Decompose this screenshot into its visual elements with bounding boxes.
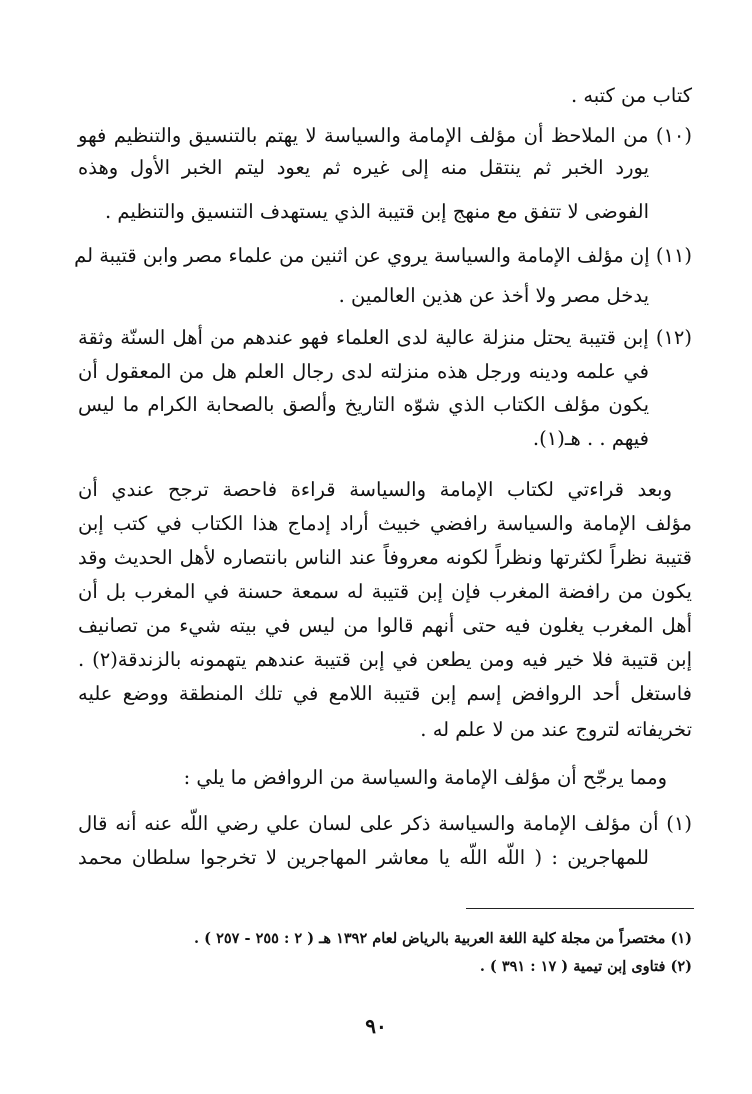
body-line: فيهم . . هـ(١).: [532, 427, 649, 450]
body-line: فاستغل أحد الروافض إسم إبن قتيبة اللامع في تلك المنطقة ووضع عليه: [78, 682, 692, 705]
body-line: أهل المغرب يغلون فيه حتى أنهم قالوا من ليس في بيته شيء من تصانيف: [78, 614, 692, 637]
body-line: في علمه ودينه ورجل هذه منزلته لدى رجال العلم هل من المعقول أن: [78, 360, 649, 383]
body-line: تخريفاته لتروج عند من لا علم له .: [420, 718, 692, 741]
footnote: (٢) فتاوى إبن تيمية ( ١٧ : ٣٩١ ) .: [479, 958, 692, 975]
body-line: يدخل مصر ولا أخذ عن هذين العالمين .: [338, 284, 649, 307]
body-line: (١٢) إبن قتيبة يحتل منزلة عالية لدى العلماء فهو عندهم من أهل السنّة وثقة: [78, 326, 692, 349]
body-line: الفوضى لا تتفق مع منهج إبن قتيبة الذي يستهدف التنسيق والتنظيم .: [105, 200, 649, 223]
body-line: (١) أن مؤلف الإمامة والسياسة ذكر على لسان علي رضي اللّه عنه أنه قال: [78, 812, 692, 835]
body-line: يكون مؤلف الكتاب الذي شوّه التاريخ وألصق بالصحابة الكرام ما ليس: [78, 393, 649, 416]
body-line: إبن قتيبة فلا خير فيه ومن يطعن في إبن قتيبة عندهم يتهمونه بالزندقة(٢) .: [78, 648, 692, 671]
body-line: يورد الخبر ثم ينتقل منه إلى غيره ثم يعود ليتم الخبر الأول وهذه: [78, 156, 649, 179]
footnote-separator: [466, 908, 694, 909]
footnote: (١) مختصراً من مجلة كلية اللغة العربية بالرياض لعام ١٣٩٢ هـ ( ٢ : ٢٥٥ - ٢٥٧ ) .: [194, 930, 692, 947]
body-line: يكون من رافضة المغرب فإن إبن قتيبة له سمعة حسنة في المغرب بل أن: [78, 580, 692, 603]
body-line: للمهاجرين : ( اللّه اللّه يا معاشر المهاجرين لا تخرجوا سلطان محمد: [78, 846, 649, 869]
body-line: مؤلف الإمامة والسياسة رافضي خبيث أراد إدماج هذا الكتاب في كتب إبن: [78, 512, 692, 535]
body-line: (١٠) من الملاحظ أن مؤلف الإمامة والسياسة لا يهتم بالتنسيق والتنظيم فهو: [78, 124, 692, 147]
body-line: كتاب من كتبه .: [570, 84, 692, 107]
body-line: ومما يرجّح أن مؤلف الإمامة والسياسة من الروافض ما يلي :: [183, 766, 667, 789]
body-line: قتيبة نظراً لكثرتها ونظراً لكونه معروفاً عند الناس بانتصاره لأهل الحديث وقد: [78, 546, 692, 569]
body-line: (١١) إن مؤلف الإمامة والسياسة يروي عن اثنين من علماء مصر وابن قتيبة لم: [74, 244, 692, 267]
body-line: وبعد قراءتي لكتاب الإمامة والسياسة قراءة فاحصة ترجح عندي أن: [78, 478, 672, 501]
page-number: ٩٠: [365, 1014, 387, 1038]
